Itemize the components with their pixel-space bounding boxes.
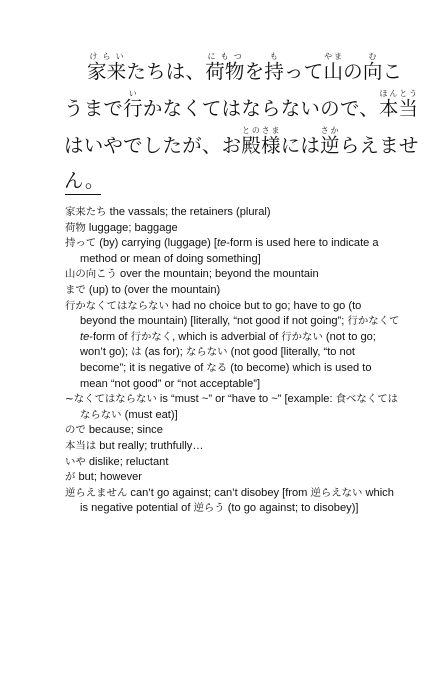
vocab-entry: 荷物 luggage; baggage — [65, 221, 178, 234]
story-passage — [64, 52, 419, 198]
vocab-entry: が but; however — [65, 471, 142, 484]
vocab-entry: 行かなくてはならない had no choice but to go; have to go (to beyond the mountain) [literally, “not good if not going”; 行かなくて te-form of 行かなく, which is adverbial of 行かない (not to go; won’t go); は (as for); ならない (not good [literally, “to not become”; it is negative of なる (to become) which is used to mean “not good” or “not acceptable”] — [65, 299, 400, 390]
passage-line-4: ん。 — [64, 169, 105, 192]
vocab-entry: 持って (by) carrying (luggage) [te-form is used here to indicate a method or mean of doing something] — [65, 237, 379, 265]
vocab-entry: まで (up) to (over the mountain) — [65, 283, 221, 296]
section-divider — [65, 194, 101, 195]
passage-line-1: 家来けらいたちは、荷物にもつを持もって山やまの向むこ — [87, 52, 403, 83]
vocab-entry: いや dislike; reluctant — [65, 455, 169, 468]
passage-line-2: うまで行いかなくてはならないので、本当ほんとう — [64, 89, 419, 120]
vocab-entry: 山の向こう over the mountain; beyond the mountain — [65, 268, 319, 281]
vocab-entry: 家来たち the vassals; the retainers (plural) — [65, 206, 271, 218]
vocab-entry: ~なくてはならない is “must ~” or “have to ~” [example: 食べなくてはならない (must eat)] — [65, 393, 398, 421]
passage-line-3: はいやでしたが、お殿様とのさまには逆さからえませ — [64, 126, 419, 157]
vocabulary-list — [65, 205, 400, 517]
vocab-entry: ので because; since — [65, 424, 163, 437]
vocab-entry: 逆らえません can’t go against; can’t disobey [from 逆らえない which is negative potential of 逆らう (to go against; to disobey)] — [65, 486, 394, 515]
vocab-entry: 本当は but really; truthfully… — [65, 439, 204, 452]
